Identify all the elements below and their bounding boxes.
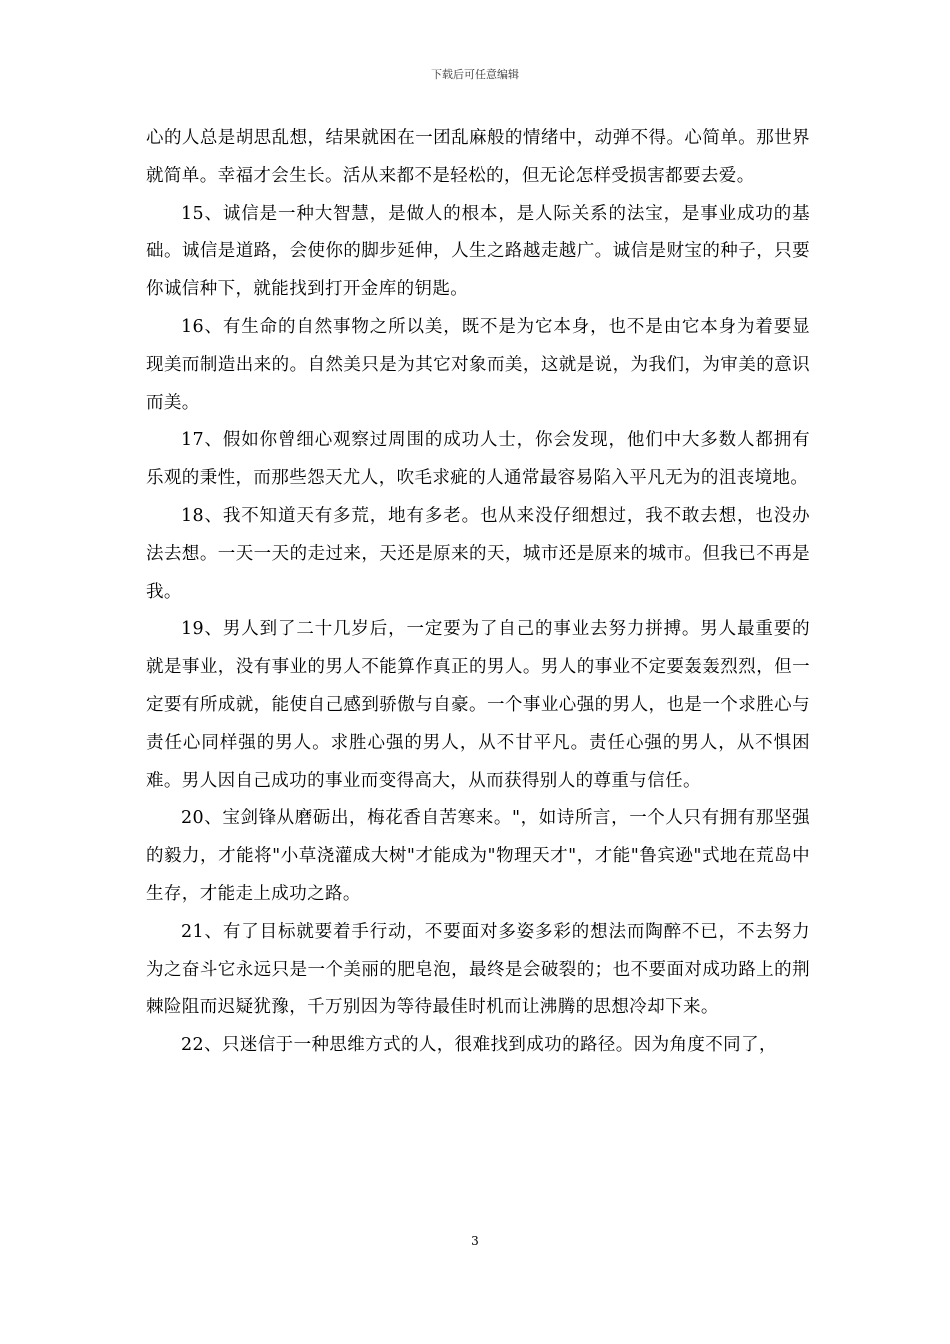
paragraph-22: 22、只迷信于一种思维方式的人，很难找到成功的路径。因为角度不同了， bbox=[181, 1035, 777, 1056]
paragraph-18: 18、我不知道天有多荒，地有多老。也从来没仔细想过，我不敢去想，也没办法去想。一天一天的走过来，天还是原来的天，城市还是原来的城市。但我已不再是我。 bbox=[146, 505, 810, 602]
paragraph-21: 21、有了目标就要着手行动，不要面对多姿多彩的想法而陶醉不已，不去努力为之奋斗它永远只是一个美丽的肥皂泡，最终是会破裂的；也不要面对成功路上的荆棘险阻而迟疑犹豫，千万别因为等待最佳时机而让沸腾的思想冷却下来。 bbox=[146, 921, 810, 1018]
paragraph-20: 20、宝剑锋从磨砺出，梅花香自苦寒来。"，如诗所言，一个人只有拥有那坚强的毅力，才能将"小草浇灌成大树"才能成为"物理天才"，才能"鲁宾逊"式地在荒岛中生存，才能走上成功之路。 bbox=[146, 808, 810, 904]
document-body bbox=[146, 120, 810, 1065]
paragraph-17: 17、假如你曾细心观察过周围的成功人士，你会发现，他们中大多数人都拥有乐观的秉性，而那些怨天尤人，吹毛求疵的人通常最容易陷入平凡无为的沮丧境地。 bbox=[146, 430, 810, 489]
paragraph-15: 15、诚信是一种大智慧，是做人的根本，是人际关系的法宝，是事业成功的基础。诚信是道路，会使你的脚步延伸，人生之路越走越广。诚信是财宝的种子，只要你诚信种下，就能找到打开金库的钥匙。 bbox=[146, 203, 810, 300]
page-number: 3 bbox=[471, 1234, 479, 1248]
page-header: 下载后可任意编辑 bbox=[431, 68, 519, 81]
paragraph-continuation: 心的人总是胡思乱想，结果就困在一团乱麻般的情绪中，动弹不得。心简单。那世界就简单。幸福才会生长。活从来都不是轻松的，但无论怎样受损害都要去爱。 bbox=[146, 128, 810, 186]
paragraph-19: 19、男人到了二十几岁后，一定要为了自己的事业去努力拼搏。男人最重要的就是事业，没有事业的男人不能算作真正的男人。男人的事业不定要轰轰烈烈，但一定要有所成就，能使自己感到骄傲与自豪。一个事业心强的男人，也是一个求胜心与责任心同样强的男人。求胜心强的男人，从不甘平凡。责任心强的男人，从不惧困难。男人因自己成功的事业而变得高大，从而获得别人的尊重与信任。 bbox=[146, 619, 810, 791]
paragraph-16: 16、有生命的自然事物之所以美，既不是为它本身，也不是由它本身为着要显现美而制造出来的。自然美只是为其它对象而美，这就是说，为我们，为审美的意识而美。 bbox=[146, 316, 810, 413]
